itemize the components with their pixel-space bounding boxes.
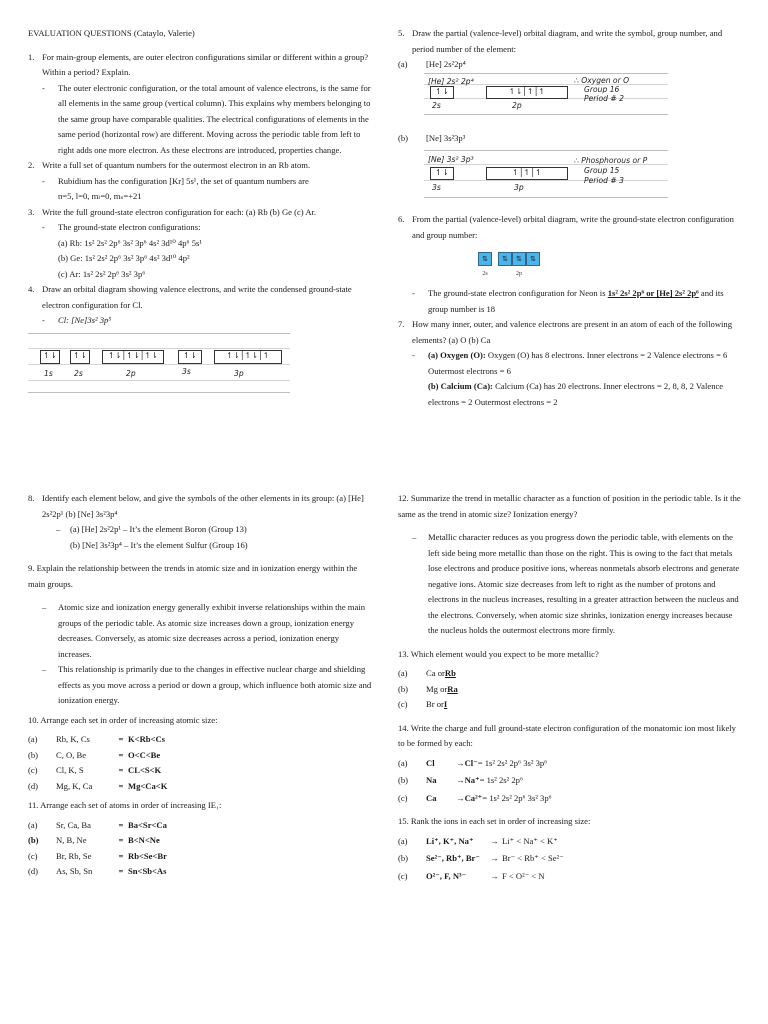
question-text: For main-group elements, are outer electron configurations similar or different within a group? Within a period? Explain. — [42, 51, 369, 77]
handwritten-period: Period # 2 — [584, 93, 624, 103]
handwritten-config: [Ne] 3s² 3p³ — [428, 155, 474, 164]
orbital-label: 2s — [432, 100, 441, 110]
orbital-label: 2p — [126, 368, 136, 378]
option-set: C, O, Be — [56, 749, 87, 760]
orbital-box-filled: ⇅ — [526, 252, 540, 266]
question-3 — [28, 205, 373, 221]
question-6 — [398, 212, 743, 243]
equals-sign: = — [118, 749, 124, 760]
answer-sulfur: (b) [Ne] 3s²3p⁴ – It’s the element Sulfur (Group 16) — [70, 539, 248, 550]
question-10: 10. Arrange each set in order of increasing atomic size: — [28, 714, 218, 725]
element-symbol: Na — [426, 775, 437, 785]
list-item — [28, 732, 373, 748]
bullet-dash: - — [42, 175, 45, 186]
answer-quantum-numbers: n=5, l=0, mₗ=0, mₛ=+21 — [58, 191, 142, 201]
handwritten-orbital-diagram-phosphorus — [424, 150, 668, 198]
option-label: (b) — [398, 853, 409, 863]
option-set: Cl, K, S — [56, 765, 84, 775]
question-text: Draw an orbital diagram showing valence electrons, and write the condensed ground-state electron configuration for Cl. — [42, 284, 352, 310]
option-label: (d) — [28, 866, 39, 876]
arrow-icon: → — [490, 870, 499, 881]
bullet-dash: - — [412, 350, 415, 360]
column-bottom-right — [398, 491, 743, 884]
option-label: (c) — [398, 870, 408, 881]
list-item — [398, 869, 743, 885]
option-set: Br or — [426, 699, 444, 709]
list-item — [398, 834, 743, 850]
config-ge: (b) Ge: 1s² 2s² 2p⁶ 3s² 3p⁶ 4s² 3d¹⁰ 4p² — [58, 253, 190, 263]
orbital-label: 3p — [514, 183, 524, 192]
list-item — [398, 666, 743, 682]
answer-text — [428, 286, 743, 317]
question-text: Write the full ground-state electron configuration for each: (a) Rb (b) Ge (c) Ar. — [42, 206, 317, 217]
question-12: 12. Summarize the trend in metallic character as a function of position in the periodic table. Is it the same as the trend in atomic size? Ionization energy? — [398, 493, 741, 519]
list-item — [398, 682, 743, 698]
option-label: (c) — [28, 850, 38, 861]
bullet-dash: - — [412, 288, 415, 298]
option-set: As, Sb, Sn — [56, 866, 93, 876]
config-text: [He] 2s²2p⁴ — [426, 59, 466, 69]
orbital-label: 2p — [516, 270, 522, 277]
option-label: (b) — [398, 132, 409, 143]
question-5a — [398, 57, 743, 73]
answer-10-list — [28, 732, 373, 794]
option-label: (c) — [398, 792, 408, 803]
list-item — [28, 849, 373, 865]
option-answer: CL<S<K — [128, 765, 162, 775]
config-text: [Ne] 3s²3p³ — [426, 132, 466, 143]
answer-8 — [28, 522, 373, 553]
bullet-dash: - — [42, 82, 45, 93]
option-label: (b) — [398, 683, 409, 694]
answer-label: (b) Calcium (Ca): — [428, 381, 493, 391]
handwritten-orbital-diagram-oxygen — [424, 73, 668, 115]
list-item — [28, 818, 373, 834]
handwritten-config: [He] 2s² 2p⁴ — [428, 76, 474, 86]
question-number: 2. — [28, 160, 35, 170]
handwritten-orbital-diagram-cl — [28, 333, 290, 393]
orbital-box: ↿⇂ — [430, 86, 454, 99]
ion-config: = 1s² 2s² 2p⁶ 3s² 3p⁶ — [482, 792, 552, 803]
option-answer: Sn<Sb<As — [128, 866, 167, 876]
answer-1 — [28, 81, 373, 159]
question-text: Write a full set of quantum numbers for the outermost electron in an Rb atom. — [42, 160, 311, 170]
answer-6 — [398, 286, 743, 317]
config-ar: (c) Ar: 1s² 2s² 2p⁶ 3s² 3p⁶ — [58, 268, 146, 279]
equals-sign: = — [118, 866, 124, 876]
bullet-dash: – — [42, 602, 47, 612]
question-number: 3. — [28, 206, 35, 217]
page-title: EVALUATION QUESTIONS (Cataylo, Valerie) — [28, 28, 195, 38]
equals-sign: = — [118, 819, 124, 830]
list-item — [398, 851, 743, 867]
answer-text: Oxygen (O) has 8 electrons. Inner electrons = 2 Valence electrons = 6 Outermost electrons = 6 — [428, 350, 728, 376]
orbital-label: 3p — [234, 368, 244, 378]
answer-4 — [28, 313, 373, 329]
question-number: 7. — [398, 319, 405, 329]
list-item — [398, 697, 743, 713]
question-5b — [398, 131, 743, 147]
answer-15-list — [398, 834, 743, 885]
answer-text: Cl: [Ne]3s² 3p⁵ — [58, 315, 112, 325]
option-answer: O<C<Be — [128, 749, 161, 760]
arrow-icon: → — [456, 757, 465, 768]
answer-11-list — [28, 818, 373, 880]
option-answer: I — [443, 699, 448, 709]
option-answer: Br⁻ < Rb⁺ < Se²⁻ — [502, 853, 564, 863]
bullet-dash: - — [42, 222, 45, 232]
bullet-dash: – — [42, 664, 47, 674]
orbital-box-group: ↿⇂│↿⇂│↿⇂ — [102, 350, 164, 364]
question-11: 11. Arrange each set of atoms in order of increasing IE₁: — [28, 800, 222, 810]
answer-text: This relationship is primarily due to the changes in effective nuclear charge and shielding effects as you move across a period or down a group, which influence both atomic size and ionization energy. — [58, 664, 372, 705]
answer-text: The ground-state electron configurations: — [58, 222, 201, 232]
option-label: (c) — [398, 699, 408, 709]
question-number: 8. — [28, 493, 35, 503]
question-number: 6. — [398, 214, 405, 224]
handwritten-group: Group 16 — [584, 84, 620, 94]
answer-14-list — [398, 756, 743, 807]
orbital-box-filled: ⇅ — [512, 252, 526, 266]
handwritten-group: Group 15 — [584, 166, 620, 175]
orbital-box-group: ↿⇂│↿⇂│↿ — [214, 350, 282, 364]
answer-9-bullet-1 — [28, 600, 373, 662]
question-8 — [28, 491, 373, 522]
ion-symbol: Cl⁻ — [464, 757, 478, 768]
list-item — [28, 763, 373, 779]
option-label: (a) — [28, 734, 38, 744]
option-label: (d) — [28, 780, 39, 791]
answer-label: (a) Oxygen (O): — [428, 350, 486, 360]
question-2 — [28, 158, 373, 174]
answer-boron: (a) [He] 2s²2p¹ – It’s the element Boron (Group 13) — [70, 524, 247, 534]
answer-text: Calcium (Ca) has 20 electrons. Inner electrons = 2, 8, 8, 2 Valence electrons = 2 Outermost electrons = 2 — [428, 381, 724, 407]
answer-calcium — [428, 379, 743, 410]
orbital-box: ↿⇂ — [70, 350, 90, 364]
column-bottom-left — [28, 491, 373, 880]
option-label: (a) — [398, 668, 408, 678]
option-set: Rb, K, Cs — [56, 734, 90, 744]
question-number: 4. — [28, 284, 35, 294]
question-9: 9. Explain the relationship between the trends in atomic size and in ionization energy within the main groups. — [28, 563, 358, 589]
option-set: O²⁻, F, N³⁻ — [426, 870, 467, 881]
answer-9-bullet-2 — [28, 662, 373, 709]
equals-sign: = — [118, 835, 124, 845]
orbital-label: 2p — [512, 100, 522, 110]
bullet-dash: – — [412, 532, 417, 542]
orbital-box: ↿⇂ — [430, 167, 454, 180]
list-item — [28, 864, 373, 880]
option-label: (b) — [28, 835, 39, 845]
option-answer: Rb<Se<Br — [128, 850, 167, 861]
list-item — [398, 773, 743, 789]
option-answer: B<N<Ne — [128, 835, 160, 845]
ion-config: = 1s² 2s² 2p⁶ — [479, 775, 523, 785]
question-text: Identify each element below, and give the symbols of the other elements in its group: (a) [He] 2s²2p¹ (b) [Ne] 3s²3p⁴ — [42, 493, 364, 519]
question-14: 14. Write the charge and full ground-state electron configuration of the monatomic ion most likely to be formed by each: — [398, 722, 736, 748]
answer-text: The outer electronic configuration, or the total amount of valence electrons, is the same for all elements in the same group (vertical column). This explains why members belonging to the same group have comparable qualities. The electrical configurations of elements in the same period (horizontal row) are different. Moving across the periodic table from left to right adds one more electron. As these electrons are introduced, properties change. — [58, 82, 371, 155]
option-answer: K<Rb<Cs — [128, 734, 166, 744]
question-4 — [28, 282, 373, 313]
option-set: Mg or — [426, 683, 448, 694]
option-label: (a) — [398, 757, 408, 768]
column-top-right — [398, 26, 743, 410]
arrow-icon: → — [490, 853, 499, 863]
handwritten-symbol: ∴ Phosphorous or P — [574, 156, 648, 165]
option-answer: Ba<Sr<Ca — [128, 819, 167, 830]
orbital-box-filled: ⇅ — [498, 252, 512, 266]
answer-text: Rubidium has the configuration [Kr] 5s¹, the set of quantum numbers are — [58, 175, 309, 186]
list-item — [28, 779, 373, 795]
question-text: Draw the partial (valence-level) orbital diagram, and write the symbol, group number, and period number of the element: — [412, 28, 723, 54]
orbital-label: 2s — [74, 368, 83, 378]
handwritten-period: Period # 3 — [584, 176, 624, 185]
option-label: (b) — [28, 749, 39, 760]
option-label: (a) — [28, 819, 38, 830]
element-symbol: Cl — [426, 757, 435, 768]
ion-config: = 1s² 2s² 2p⁶ 3s² 3p⁶ — [477, 757, 548, 768]
answer-12 — [398, 530, 743, 639]
orbital-label: 3s — [182, 366, 191, 376]
orbital-label: 1s — [44, 368, 53, 378]
list-item — [28, 748, 373, 764]
answer-13-list — [398, 666, 743, 713]
equals-sign: = — [118, 765, 124, 775]
orbital-label: 2s — [482, 270, 488, 277]
ion-symbol: Ca²⁺ — [464, 792, 483, 803]
equals-sign: = — [118, 734, 124, 744]
answer-oxygen — [428, 348, 743, 379]
option-label: (a) — [398, 59, 408, 69]
option-set: N, B, Ne — [56, 835, 87, 845]
orbital-box: ↿⇂ — [178, 350, 202, 364]
arrow-icon: → — [456, 792, 465, 803]
option-answer: Li⁺ < Na⁺ < K⁺ — [502, 835, 558, 846]
answer-config: 1s² 2s² 2p⁶ or [He] 2s² 2p⁶ — [607, 288, 699, 298]
orbital-label: 3s — [432, 183, 441, 192]
option-set: Li⁺, K⁺, Na⁺ — [426, 835, 474, 846]
question-15: 15. Rank the ions in each set in order of increasing size: — [398, 816, 591, 826]
option-label: (a) — [398, 835, 408, 846]
answer-text: Metallic character reduces as you progress down the periodic table, with elements on the left side being more metallic than those on the right. This is owing to the fact that metals lose electrons and produce positive ions, whereas nonmetals absorb electrons and generate negative ions. Atomic size decreases from left to right as the number of protons and electrons in the nucleus increases, resulting in a greater attraction between the nucleus and the electrons. Conversely, when atomic size shrinks, ionization energy increases because the nucleus holds the outermost electrons more firmly. — [428, 532, 740, 635]
arrow-icon: → — [490, 835, 499, 846]
ion-symbol: Na⁺ — [464, 775, 480, 785]
option-label: (b) — [398, 775, 409, 785]
bullet-dash: – — [56, 524, 61, 534]
equals-sign: = — [118, 780, 124, 791]
answer-text-pre: The ground-state electron configuration for Neon is — [428, 288, 608, 298]
option-answer: Mg<Ca<K — [128, 780, 168, 791]
option-set: Se²⁻, Rb⁺, Br⁻ — [426, 853, 480, 863]
orbital-box: ↿⇂ — [40, 350, 60, 364]
option-answer: Rb — [444, 668, 456, 678]
answer-text-post: and its group number is 18 — [428, 288, 724, 314]
config-rb: (a) Rb: 1s² 2s² 2p⁶ 3s² 3p⁶ 4s² 3d¹⁰ 4p⁶ 5s¹ — [58, 237, 202, 248]
handwritten-symbol: ∴ Oxygen or O — [574, 75, 630, 85]
question-1 — [28, 50, 373, 81]
arrow-icon: → — [456, 775, 465, 785]
element-symbol: Ca — [426, 792, 437, 803]
question-5 — [398, 26, 743, 57]
option-set: Br, Rb, Se — [56, 850, 92, 861]
bullet-dash: - — [42, 315, 45, 325]
question-7 — [398, 317, 743, 348]
neon-orbital-diagram — [398, 251, 743, 282]
answer-text: Atomic size and ionization energy generally exhibit inverse relationships within the main groups of the periodic table. As atomic size increases down a group, ionization energy decreases. Conversely, as atomic size decreases across a period, ionization energy increases. — [58, 602, 365, 659]
question-number: 1. — [28, 51, 35, 62]
question-13: 13. Which element would you expect to be more metallic? — [398, 648, 599, 659]
option-label: (c) — [28, 765, 38, 775]
question-text: From the partial (valence-level) orbital diagram, write the ground-state electron configuration and group number: — [412, 214, 734, 240]
list-item — [398, 756, 743, 772]
option-set: Sr, Ca, Ba — [56, 819, 91, 830]
option-set: Ca or — [426, 668, 445, 678]
question-text: How many inner, outer, and valence electrons are present in an atom of each of the following elements? (a) O (b) Ca — [412, 319, 733, 345]
answer-7 — [398, 348, 743, 410]
answer-2 — [28, 174, 373, 205]
orbital-box-group: ↿│↿│↿ — [486, 167, 568, 180]
option-answer: Ra — [447, 683, 458, 694]
column-top-left — [28, 26, 373, 393]
list-item — [398, 791, 743, 807]
orbital-box-group: ↿⇂│↿│↿ — [486, 86, 568, 99]
list-item — [28, 833, 373, 849]
question-number: 5. — [398, 28, 405, 38]
equals-sign: = — [118, 850, 124, 861]
option-set: Mg, K, Ca — [56, 780, 93, 791]
option-answer: F < O²⁻ < N — [502, 870, 545, 881]
orbital-box-filled: ⇅ — [478, 252, 492, 266]
answer-3 — [28, 220, 373, 282]
